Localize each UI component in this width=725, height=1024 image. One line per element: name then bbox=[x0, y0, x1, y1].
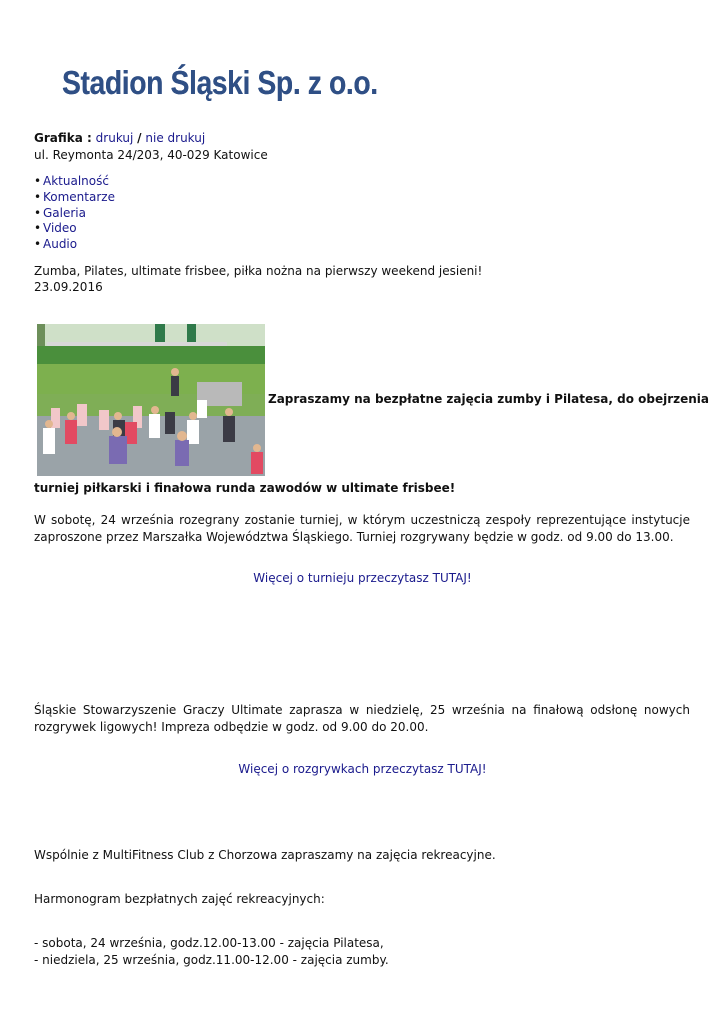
schedule-item: - sobota, 24 września, godz.12.00-13.00 - zajęcia Pilatesa, bbox=[34, 936, 384, 950]
more-link-container bbox=[0, 571, 725, 585]
menu-link[interactable]: Audio bbox=[43, 237, 78, 252]
logo: Stadion Śląski Sp. z o.o. bbox=[62, 64, 378, 101]
nav-menu bbox=[34, 174, 115, 253]
schedule-list bbox=[34, 935, 389, 968]
article-date: 23.09.2016 bbox=[34, 280, 103, 294]
paragraph-fitness: Wspólnie z MultiFitness Club z Chorzowa zapraszamy na zajęcia rekreacyjne. bbox=[34, 848, 496, 862]
menu-item-aktualnosc bbox=[34, 174, 115, 190]
more-link-container bbox=[0, 762, 725, 776]
article-header bbox=[34, 263, 482, 295]
menu-link[interactable]: Aktualność bbox=[43, 174, 109, 188]
address: ul. Reymonta 24/203, 40-029 Katowice bbox=[34, 148, 268, 162]
menu-link[interactable]: Video bbox=[43, 221, 77, 236]
article-photo bbox=[37, 324, 265, 476]
menu-link[interactable]: Galeria bbox=[43, 205, 86, 220]
lead-line-2: turniej piłkarski i finałowa runda zawodów w ultimate frisbee! bbox=[34, 481, 456, 495]
grafika-row bbox=[34, 130, 268, 147]
paragraph-schedule-heading: Harmonogram bezpłatnych zajęć rekreacyjnych: bbox=[34, 892, 325, 906]
league-more-link[interactable]: Więcej o rozgrywkach przeczytasz TUTAJ! bbox=[238, 762, 487, 776]
menu-link[interactable]: Komentarze bbox=[43, 189, 115, 204]
meta-block bbox=[34, 130, 268, 164]
article-title: Zumba, Pilates, ultimate frisbee, piłka nożna na pierwszy weekend jesieni! bbox=[34, 264, 483, 278]
paragraph-tournament: W sobotę, 24 września rozegrany zostanie turniej, w którym uczestniczą zespoły reprezentujące instytucje zaproszone przez Marszałka Województwa Śląskiego. Turniej rozgrywany będzie w godz. od 9.00 do 13.00. bbox=[34, 513, 690, 544]
grafika-label: Grafika : bbox=[34, 131, 92, 145]
menu-item-audio bbox=[34, 237, 115, 253]
menu-item-video bbox=[34, 221, 115, 237]
schedule-item: - niedziela, 25 września, godz.11.00-12.00 - zajęcia zumby. bbox=[34, 952, 389, 967]
noprint-link[interactable]: nie drukuj bbox=[145, 131, 206, 145]
tournament-more-link[interactable]: Więcej o turnieju przeczytasz TUTAJ! bbox=[253, 571, 472, 585]
lead-line-1: Zapraszamy na bezpłatne zajęcia zumby i Pilatesa, do obejrzenia bbox=[268, 392, 710, 406]
print-link[interactable]: drukuj bbox=[95, 131, 134, 145]
menu-item-komentarze bbox=[34, 190, 115, 206]
menu-item-galeria bbox=[34, 206, 115, 222]
paragraph-ultimate: Śląskie Stowarzyszenie Graczy Ultimate zaprasza w niedzielę, 25 września na finałową odsłonę nowych rozgrywek ligowych! Impreza odbędzie w godz. od 9.00 do 20.00. bbox=[34, 703, 690, 734]
grafika-separator: / bbox=[137, 131, 142, 145]
